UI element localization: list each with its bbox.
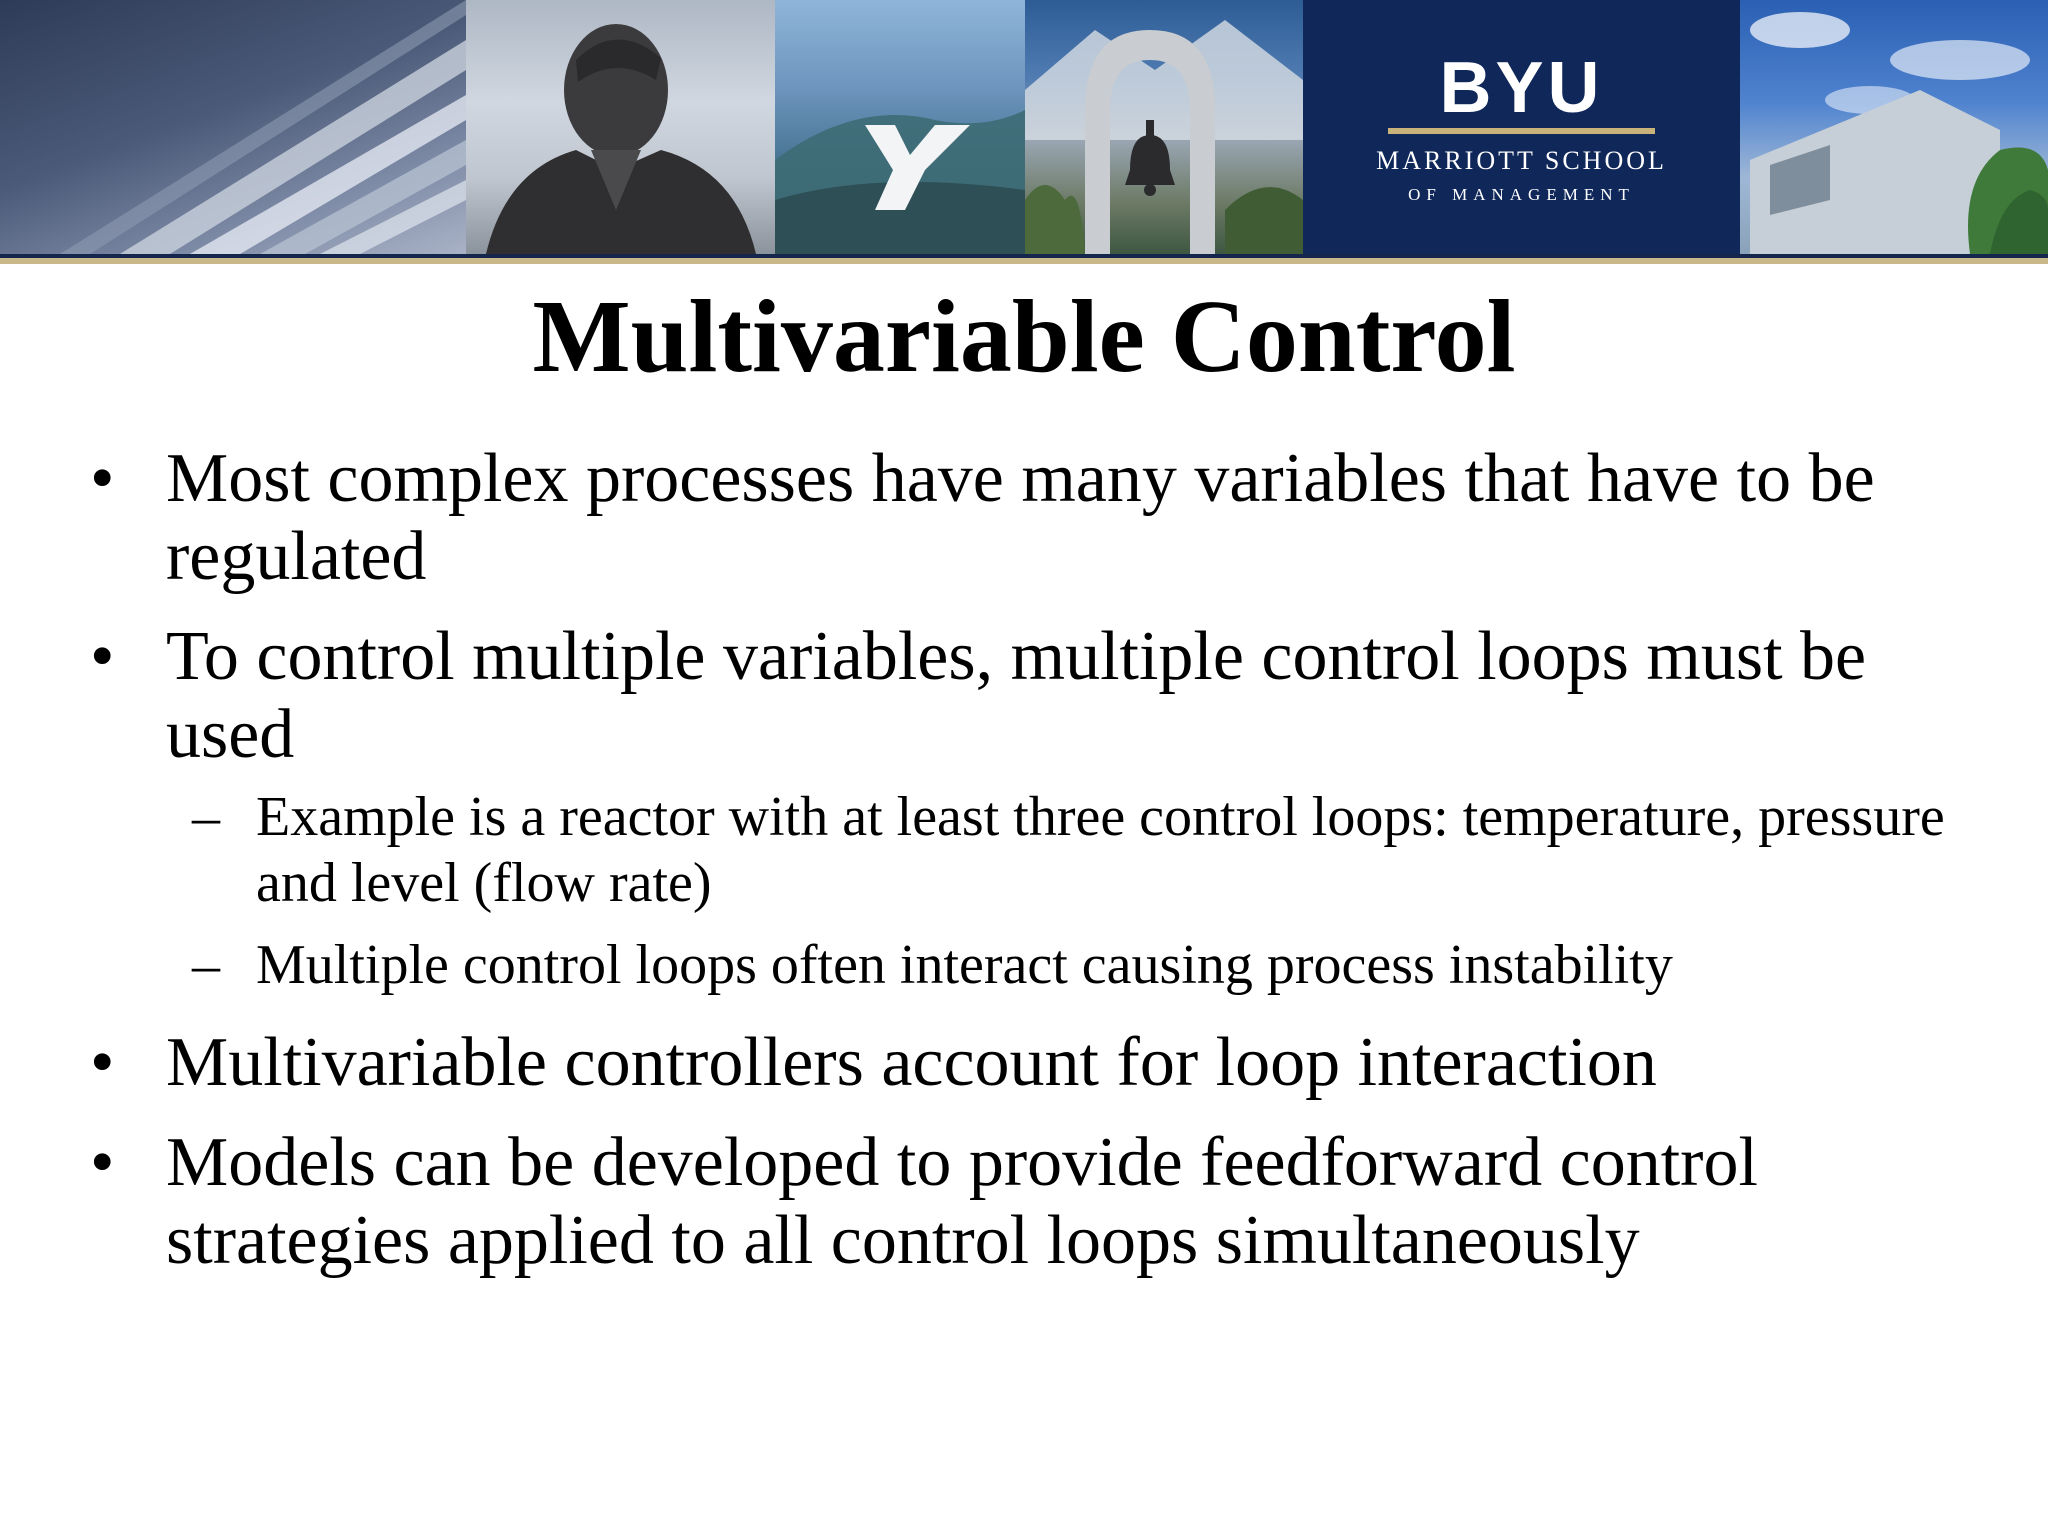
slide-content [90,440,2010,1302]
bullet-marker: • [90,440,115,517]
y-mountain-graphic [775,0,1025,254]
sub-bullet-text: Multiple control loops often interact causing process instability [256,934,1673,996]
statue-graphic [466,0,775,254]
bullet-marker: • [90,1124,115,1201]
logo-wordmark: BYU [1439,48,1604,128]
banner-photo-bell-arch [1025,0,1303,254]
sub-bullet-text: Example is a reactor with at least three control loops: temperature, pressure and level (flow rate) [256,786,1945,914]
sub-bullet-item [90,784,2010,916]
banner-photo-y-mountain [775,0,1025,254]
banner-photo-statue [466,0,775,254]
logo-divider [1388,128,1655,134]
byu-marriott-logo [1303,0,1740,254]
slide-title: Multivariable Control [532,279,1516,394]
building-glass-graphic [0,0,466,254]
bullet-text: Most complex processes have many variables that have to be regulated [166,440,1875,595]
banner-photo-building [0,0,466,254]
banner-divider [0,254,2048,264]
bullet-item [90,440,2010,596]
sub-bullet-item [90,932,2010,998]
bullet-text: Multivariable controllers account for loop interaction [166,1024,1657,1101]
bullet-text: Models can be developed to provide feedforward control strategies applied to all control loops simultaneously [166,1124,1758,1279]
banner-photo-modern-building [1740,0,2048,254]
bullet-marker: • [90,1024,115,1101]
bullet-item [90,1124,2010,1280]
modern-building-graphic [1740,0,2048,254]
logo-school-subtitle: OF MANAGEMENT [1408,185,1635,204]
logo-school-name: MARRIOTT SCHOOL [1376,146,1667,175]
bullet-text: To control multiple variables, multiple control loops must be used [166,618,1867,773]
header-banner [0,0,2048,254]
sub-bullet-marker: – [192,934,220,996]
bullet-item [90,1024,2010,1102]
bullet-item [90,618,2010,774]
sub-bullet-marker: – [192,786,220,848]
bullet-marker: • [90,618,115,695]
bell-arch-graphic [1025,0,1303,254]
